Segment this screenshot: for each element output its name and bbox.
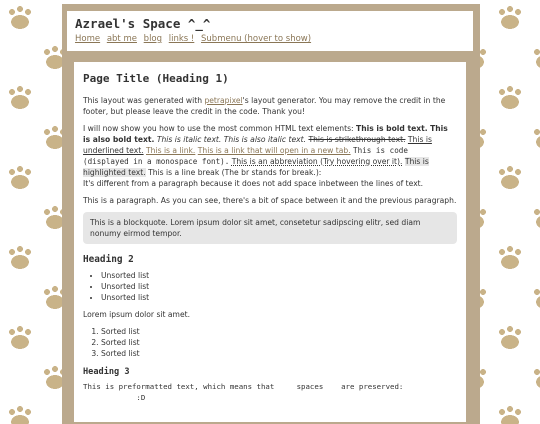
list-item: 2. Sorted list xyxy=(101,337,457,348)
nav-bar xyxy=(75,34,465,44)
bold-text: This is bold text. xyxy=(356,123,428,133)
main-content xyxy=(74,62,466,422)
list-item: • Unsorted list xyxy=(101,292,457,303)
petrapixel-link[interactable]: petrapixel xyxy=(204,95,243,105)
nav-home[interactable]: Home xyxy=(75,34,101,44)
nav-about[interactable]: abt me xyxy=(106,34,137,44)
bold-text-2: This is also bold text. xyxy=(83,123,448,144)
highlighted-text: This is highlighted text. xyxy=(83,156,429,177)
list-item: • Unsorted list xyxy=(101,270,457,281)
nav-blog[interactable]: blog xyxy=(143,34,163,44)
after-break-text: It's different from a paragraph because it does not add space inbetween the lines of text. xyxy=(83,178,424,188)
underlined-text: This is underlined text. xyxy=(83,134,432,155)
site-title: Azrael's Space ^_^ xyxy=(75,16,211,31)
strikethrough-text: This is strikethrough text. xyxy=(308,134,406,144)
list-item: • Unsorted list xyxy=(101,281,457,292)
elements-paragraph xyxy=(83,123,457,189)
list-item: 1. Sorted list xyxy=(101,326,457,337)
blockquote: This is a blockquote. Lorem ipsum dolor sit amet, consetetur sadipscing elitr, sed diam nonumy eirmod tempor. xyxy=(83,212,457,244)
sorted-list xyxy=(83,326,457,359)
list-item: 3. Sorted list xyxy=(101,348,457,359)
italic-text: This is italic text. xyxy=(156,134,222,144)
intro-paragraph xyxy=(83,95,457,117)
elements-lead: I will now show you how to use the most common HTML text elements: xyxy=(83,123,357,133)
site-header xyxy=(67,11,473,51)
preformatted-text: This is preformatted text, which means that spaces are preserved: :D xyxy=(83,382,404,402)
intro-text-end: 's layout generator. You may remove the credit in the footer, but please leave the credit in the code. Thank you! xyxy=(83,95,446,116)
abbreviation[interactable]: This is an abbreviation (Try hovering over it). xyxy=(231,156,403,166)
unsorted-list xyxy=(83,270,457,303)
heading-2: Heading 2 xyxy=(83,253,134,265)
nav-submenu[interactable]: Submenu (hover to show) xyxy=(201,34,312,44)
nav-links[interactable]: links ! xyxy=(168,34,195,44)
linebreak-text: This is a line break (The br stands for break.): xyxy=(148,167,322,177)
sample-link[interactable]: This is a link. xyxy=(146,145,196,155)
new-tab-link[interactable]: This is a link that will open in a new tab. xyxy=(197,145,351,155)
code-text: This is code (displayed in a monospace font). xyxy=(83,145,408,166)
paragraph-2: This is a paragraph. As you can see, there's a bit of space between it and the previous paragraph. xyxy=(83,195,457,205)
intro-text: This layout was generated with xyxy=(83,95,205,105)
italic-text-2: This is also italic text. xyxy=(223,134,307,144)
lorem-paragraph: Lorem ipsum dolor sit amet. xyxy=(83,309,191,319)
page-title: Page Title (Heading 1) xyxy=(83,72,229,85)
heading-3: Heading 3 xyxy=(83,366,130,377)
